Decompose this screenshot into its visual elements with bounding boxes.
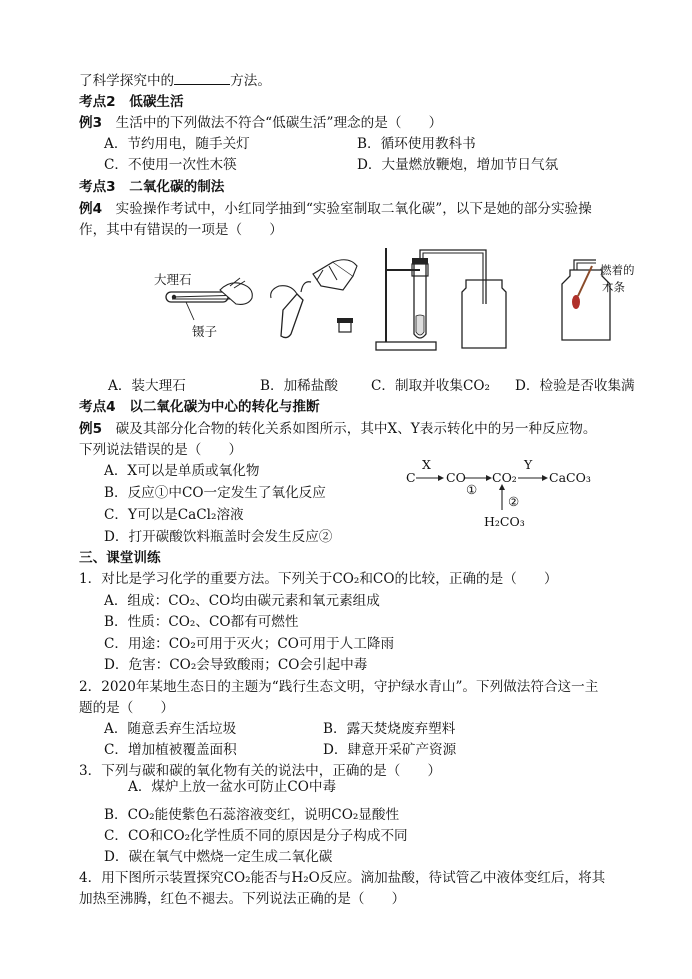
- ex5-option-d: D．打开碳酸饮料瓶盖时会发生反应②: [104, 529, 333, 545]
- ex4-option-d: D．检验是否收集满: [515, 378, 635, 394]
- q2-option-d: D．肆意开采矿产资源: [323, 742, 457, 758]
- ex4-label: 例4: [79, 201, 103, 217]
- ex4-question-line1: [79, 200, 592, 218]
- answer-blank[interactable]: [174, 72, 230, 85]
- ex4-option-b: B．加稀盐酸: [260, 378, 338, 394]
- fig-label-burning: 燃着的: [600, 263, 635, 277]
- fig-label-tweezers: 镊子: [192, 324, 218, 339]
- q3-option-a: A．煤炉上放一盆水可防止CO中毒: [128, 779, 337, 795]
- q2-stem-l2: 题的是（ ）: [79, 700, 175, 716]
- q2-option-b: B．露天焚烧废弃塑料: [323, 721, 456, 737]
- q4-stem-l1: 4．用下图所示装置探究CO₂能否与H₂O反应。滴加盐酸，待试管乙中液体变红后，将其: [79, 870, 606, 886]
- intro-line: [79, 72, 271, 90]
- ex4-question-l1: 实验操作考试中，小红同学抽到“实验室制取二氧化碳”，以下是她的部分实验操: [115, 201, 592, 217]
- q3-option-c: C．CO和CO₂化学性质不同的原因是分子构成不同: [104, 828, 408, 844]
- ex5-question-line1: [79, 420, 597, 438]
- ex3-label: 例3: [79, 115, 103, 131]
- q1-option-b: B．性质：CO₂、CO都有可燃性: [104, 614, 299, 630]
- scheme-co: CO: [446, 470, 466, 485]
- ex5-question-l2: 下列说法错误的是（ ）: [79, 442, 243, 458]
- fig-label-stick: 木条: [602, 280, 625, 294]
- scheme-r1: ①: [466, 482, 478, 497]
- q3-stem: 3．下列与碳和碳的氧化物有关的说法中，正确的是（ ）: [79, 763, 442, 779]
- q1-option-d: D．危害：CO₂会导致酸雨；CO会引起中毒: [104, 657, 368, 673]
- q1-option-a: A．组成：CO₂、CO均由碳元素和氧元素组成: [104, 593, 380, 609]
- kp3-title: 考点3 二氧化碳的制法: [79, 179, 225, 195]
- q4-stem-l2: 加热至沸腾，红色不褪去。下列说法正确的是（ ）: [79, 891, 406, 907]
- intro-suffix: 方法。: [230, 73, 271, 89]
- scheme-y: Y: [524, 457, 533, 472]
- scheme-h2co3: H₂CO₃: [484, 514, 525, 529]
- scheme-c: C: [406, 470, 416, 485]
- ex5-question-l1: 碳及其部分化合物的转化关系如图所示，其中X、Y表示转化中的另一种反应物。: [115, 421, 597, 437]
- ex3-question: 生活中的下列做法不符合“低碳生活”理念的是（ ）: [115, 115, 443, 131]
- fig-add-acid-drawing: [263, 250, 363, 342]
- ex3-option-c: C．不使用一次性木筷: [104, 157, 237, 173]
- ex3-question-line: [79, 114, 442, 132]
- kp4-title: 考点4 以二氧化碳为中心的转化与推断: [79, 399, 320, 415]
- fig-label-marble: 大理石: [154, 272, 192, 287]
- scheme-r2: ②: [508, 494, 520, 509]
- scheme-co2: CO₂: [492, 470, 517, 485]
- scheme-x: X: [422, 457, 431, 472]
- fig-produce-collect-drawing: [372, 244, 510, 354]
- ex5-option-c: C．Y可以是CaCl₂溶液: [104, 507, 244, 523]
- kp2-title: 考点2 低碳生活: [79, 94, 184, 110]
- fig-produce-collect: [372, 244, 510, 354]
- q3-option-b: B．CO₂能使紫色石蕊溶液变红，说明CO₂显酸性: [104, 807, 400, 823]
- scheme-caco3: CaCO₃: [549, 470, 591, 485]
- ex3-option-d: D．大量燃放鞭炮，增加节日气氛: [357, 157, 559, 173]
- ex5-option-a: A．X可以是单质或氧化物: [104, 463, 260, 479]
- q3-option-d: D．碳在氧气中燃烧一定生成二氧化碳: [104, 849, 333, 865]
- ex4-question-l2: 作，其中有错误的一项是（ ）: [79, 222, 283, 238]
- fig-add-acid: [263, 250, 363, 342]
- ex5-label: 例5: [79, 421, 103, 437]
- section3-title: 三、课堂训练: [79, 550, 161, 566]
- q2-option-c: C．增加植被覆盖面积: [104, 742, 237, 758]
- intro-prefix: 了科学探究中的: [79, 73, 175, 89]
- q2-stem-l1: 2．2020年某地生态日的主题为“践行生态文明，守护绿水青山”。下列做法符合这一主: [79, 679, 599, 695]
- ex4-option-a: A．装大理石: [108, 378, 186, 394]
- ex5-option-b: B．反应①中CO一定发生了氧化反应: [104, 485, 326, 501]
- q2-option-a: A．随意丢弃生活垃圾: [104, 721, 237, 737]
- ex4-option-c: C．制取并收集CO₂: [371, 378, 490, 394]
- conversion-scheme: [404, 456, 594, 534]
- q1-option-c: C．用途：CO₂可用于灭火；CO可用于人工降雨: [104, 636, 395, 652]
- q1-stem: 1．对比是学习化学的重要方法。下列关于CO₂和CO的比较，正确的是（ ）: [79, 571, 558, 587]
- ex3-option-b: B．循环使用教科书: [357, 136, 476, 152]
- ex3-option-a: A．节约用电，随手关灯: [104, 136, 250, 152]
